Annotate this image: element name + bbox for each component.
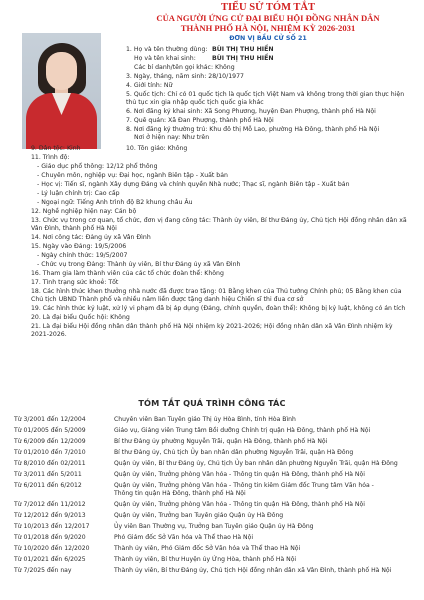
health: 17. Tình trạng sức khoẻ: Tốt — [31, 279, 119, 286]
career-section-title: TÓM TẮT QUÁ TRÌNH CÔNG TÁC — [138, 398, 286, 408]
edu-general: - Giáo dục phổ thông: 12/12 phổ thông — [37, 163, 158, 170]
religion: 10. Tôn giáo: Không — [126, 145, 188, 152]
council-line2: 2021-2026. — [31, 331, 67, 338]
electoral-unit: ĐƠN VỊ BẦU CỬ SỐ 21 — [229, 35, 307, 42]
date-of-birth: 3. Ngày, tháng, năm sinh: 28/10/1977 — [126, 73, 244, 80]
name-row — [126, 46, 274, 54]
na-deputy: 20. Là đại biểu Quốc hội: Không — [31, 314, 130, 321]
document-subtitle-line1: CỦA NGƯỜI ỨNG CỬ ĐẠI BIỂU HỘI ĐỒNG NHÂN DÂN — [156, 13, 380, 23]
career-date: Từ 6/2009 đến 12/2009 — [14, 438, 86, 445]
party-position: - Chức vụ trong Đảng: Thành ủy viên, Bí thư Đảng ủy xã Vân Đình — [37, 261, 241, 268]
career-desc: Giáo vụ, Giảng viên Trung tâm Bồi dưỡng Chính trị quận Hà Đông, thành phố Hà Nội — [114, 427, 371, 434]
career-desc: Quận ủy viên, Bí thư Đảng ủy, Chủ tịch Ủy ban nhân dân phường Nguyễn Trãi, quận Hà Đông — [114, 460, 398, 467]
residence-line2: Nơi ở hiện nay: Như trên — [134, 134, 210, 141]
career-date: Từ 6/2011 đến 6/2012 — [14, 482, 82, 489]
career-date: Từ 01/2005 đến 5/2009 — [14, 427, 86, 434]
education-title: 11. Trình độ: — [31, 154, 70, 161]
career-desc: Bí thư Đảng ủy phường Nguyễn Trãi, quận Hà Đông, thành phố Hà Nội — [114, 438, 328, 445]
birth-name-row — [134, 55, 274, 63]
career-date: Từ 12/2012 đến 9/2013 — [14, 512, 86, 519]
career-desc: Chuyên viên Ban Tuyên giáo Thị ủy Hòa Bình, tỉnh Hòa Bình — [114, 416, 296, 423]
career-desc: Ủy viên Ban Thường vụ, Trưởng ban Tuyên giáo Quận ủy Hà Đông — [114, 523, 314, 530]
other-names: Các bí danh/tên gọi khác: Không — [134, 64, 235, 71]
career-desc: Bí thư Đảng ủy, Chủ tịch Ủy ban nhân dân phường Nguyễn Trãi, quận Hà Đông — [114, 449, 354, 456]
name-label: 1. Họ và tên thường dùng: — [126, 46, 208, 53]
career-date: Từ 7/2025 đến nay — [14, 567, 72, 574]
discipline: 19. Các hình thức kỷ luật, xử lý vi phạm đã bị áp dụng (Đảng, chính quyền, đoàn thể): Không bị kỷ luật, không có án tích — [31, 305, 406, 312]
edu-degree: - Học vị: Tiến sĩ, ngành Xây dựng Đảng và chính quyền Nhà nước; Thạc sĩ, ngành Biên tập - Xuất bản — [37, 181, 350, 188]
career-date: Từ 10/2020 đến 12/2020 — [14, 545, 90, 552]
gender: 4. Giới tính: Nữ — [126, 82, 173, 89]
party-join-date: 15. Ngày vào Đảng: 19/5/2006 — [31, 243, 127, 250]
birth-name-value: BÙI THỊ THU HIỀN — [212, 55, 274, 62]
document-title: TIỂU SỬ TÓM TẮT — [220, 2, 316, 13]
career-desc-line: Thông tin quận Hà Đông, thành phố Hà Nội — [114, 490, 246, 497]
position-line1: 13. Chức vụ trong cơ quan, tổ chức, đơn vị đang công tác: Thành ủy viên, Bí thư Đảng ủy, Chủ tịch Hội đồng nhân dân xã — [31, 217, 407, 224]
career-desc: Thành ủy viên, Bí thư Đảng ủy, Chủ tịch Hội đồng nhân dân xã Vân Đình, thành phố Hà Nội — [114, 567, 392, 574]
hometown: 7. Quê quán: Xã Đan Phượng, thành phố Hà Nội — [126, 117, 274, 124]
edu-language: - Ngoại ngữ: Tiếng Anh trình độ B2 khung châu Âu — [37, 199, 193, 206]
edu-political: - Lý luận chính trị: Cao cấp — [37, 190, 120, 197]
career-desc: Thành ủy viên, Phó Giám đốc Sở Văn hóa và Thể thao Hà Nội — [114, 545, 301, 552]
residence-line1: 8. Nơi đăng ký thường trú: Khu đô thị Mỗ Lao, phường Hà Đông, thành phố Hà Nội — [126, 126, 380, 133]
nationality-line1: 5. Quốc tịch: Chỉ có 01 quốc tịch là quốc tịch Việt Nam và không trong thời gian thực hiện — [126, 91, 405, 98]
career-date: Từ 3/2001 đến 12/2004 — [14, 416, 86, 423]
awards-line1: 18. Các hình thức khen thưởng nhà nước đã được trao tặng: 01 Bằng khen của Thủ tướng Chính phủ; 05 Bằng khen của — [31, 288, 402, 295]
career-date: Từ 01/2021 đến 6/2025 — [14, 556, 86, 563]
awards-line2: Chủ tịch UBND Thành phố và nhiều năm liền được tặng danh hiệu Chiến sĩ thi đua cơ sở — [31, 296, 304, 303]
career-desc: Thành ủy viên, Bí thư Huyện ủy Ứng Hòa, thành phố Hà Nội — [114, 556, 297, 563]
unions: 16. Tham gia làm thành viên của các tổ chức đoàn thể: Không — [31, 270, 224, 277]
name-value: BÙI THỊ THU HIỀN — [212, 46, 274, 53]
career-date: Từ 8/2010 đến 02/2011 — [14, 460, 86, 467]
career-date: Từ 7/2012 đến 11/2012 — [14, 501, 86, 508]
career-desc-line: Quận ủy viên, Trưởng phòng Văn hóa - Thông tin kiêm Giám đốc Trung tâm Văn hóa - — [114, 482, 374, 489]
career-date: Từ 01/2010 đến 7/2010 — [14, 449, 86, 456]
position-line2: Vân Đình, thành phố Hà Nội — [31, 225, 117, 232]
party-official-date: - Ngày chính thức: 19/5/2007 — [37, 252, 128, 259]
career-date: Từ 3/2011 đến 5/2011 — [14, 471, 82, 478]
career-desc — [114, 482, 416, 498]
birth-registration: 6. Nơi đăng ký khai sinh: Xã Song Phương, huyện Đan Phượng, thành phố Hà Nội — [126, 108, 376, 115]
workplace: 14. Nơi công tác: Đảng ủy xã Vân Đình — [31, 234, 151, 241]
career-desc: Quận ủy viên, Trưởng phòng Văn hóa - Thông tin quận Hà Đông, thành phố Hà Nội — [114, 471, 365, 478]
nationality-line2: thủ tục xin gia nhập quốc tịch quốc gia khác — [126, 99, 264, 106]
occupation: 12. Nghề nghiệp hiện nay: Cán bộ — [31, 208, 137, 215]
council-line1: 21. Là đại biểu Hội đồng nhân dân thành phố Hà Nội nhiệm kỳ 2021-2026; Hội đồng nhân dân xã Vân Đình nhiệm kỳ — [31, 323, 393, 330]
career-row — [14, 482, 418, 498]
ethnicity: 9. Dân tộc: Kinh — [31, 145, 81, 152]
career-date: Từ 10/2013 đến 12/2017 — [14, 523, 90, 530]
edu-professional: - Chuyên môn, nghiệp vụ: Đại học, ngành Biên tập - Xuất bản — [37, 172, 228, 179]
career-desc: Quận ủy viên, Trưởng phòng Văn hóa - Thông tin quận Hà Đông, thành phố Hà Nội — [114, 501, 365, 508]
birth-name-label: Họ và tên khai sinh: — [134, 55, 196, 62]
career-date: Từ 01/2018 đến 9/2020 — [14, 534, 86, 541]
document-subtitle-line2: THÀNH PHỐ HÀ NỘI, NHIỆM KỲ 2026-2031 — [180, 23, 356, 33]
career-desc: Quận ủy viên, Trưởng ban Tuyên giáo Quận ủy Hà Đông — [114, 512, 284, 519]
candidate-portrait — [22, 33, 101, 149]
career-desc: Phó Giám đốc Sở Văn hóa và Thể thao Hà Nội — [114, 534, 254, 541]
